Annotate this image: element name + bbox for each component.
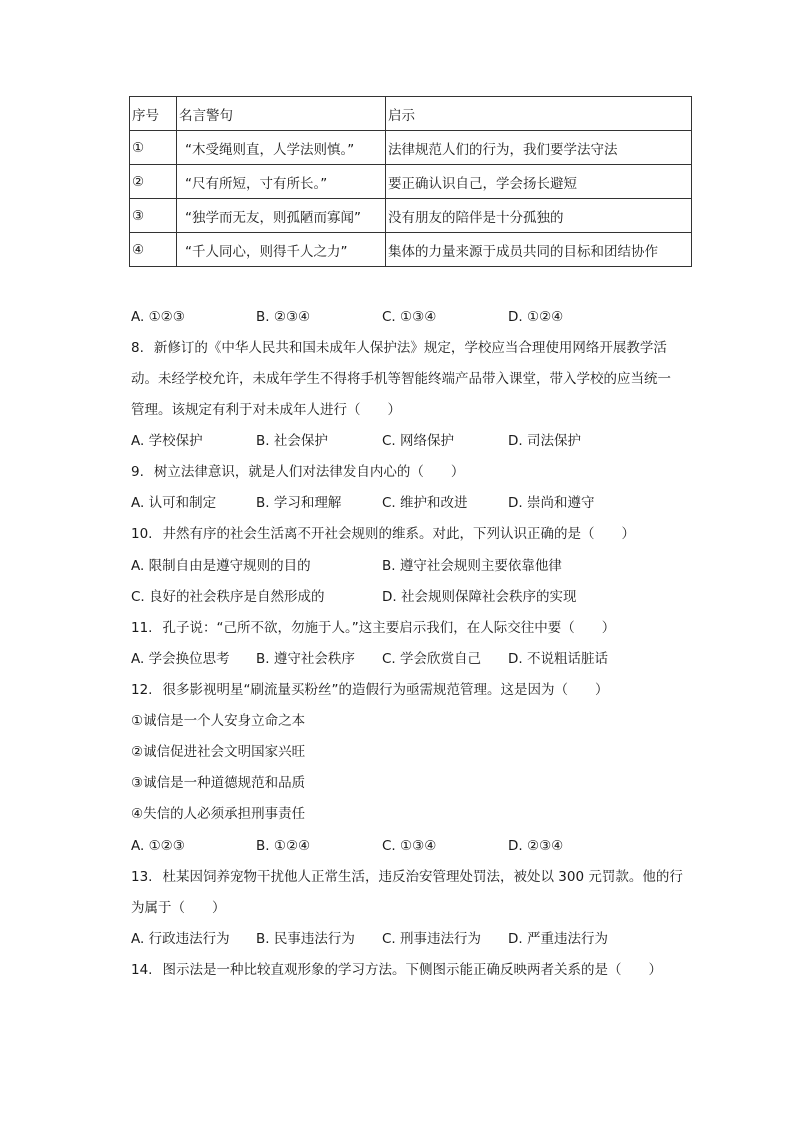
q9-text: 树立法律意识，就是人们对法律发自内心的（ ） [153, 464, 465, 480]
q14-text: 图示法是一种比较直观形象的学习方法。下侧图示能正确反映两者关系的是（ ） [162, 962, 662, 978]
q12-statement: ①诚信是一个人安身立命之本 [131, 713, 306, 729]
q10-number: 10. [131, 526, 153, 542]
q14-stem [131, 960, 662, 980]
q12-option-b[interactable]: B. ①②④ [256, 838, 311, 854]
q13-option-c[interactable]: C. 刑事违法行为 [382, 931, 482, 947]
row-insight: 要正确认识自己，学会扬长避短 [386, 165, 692, 199]
row-number: ① [130, 131, 177, 165]
q12-statement: ②诚信促进社会文明国家兴旺 [131, 744, 306, 760]
q13-text-1: 杜某因饲养宠物干扰他人正常生活，违反治安管理处罚法，被处以 300 元罚款。他的行 [162, 869, 683, 885]
q12-option-a[interactable]: A. ①②③ [131, 838, 185, 854]
q8-number: 8. [131, 340, 144, 356]
q7-option-c[interactable]: C. ①③④ [382, 309, 437, 325]
q10-option-c[interactable]: C. 良好的社会秩序是自然形成的 [131, 589, 325, 605]
q12-option-c[interactable]: C. ①③④ [382, 838, 437, 854]
row-insight: 集体的力量来源于成员共同的目标和团结协作 [386, 233, 692, 267]
q9-number: 9. [131, 464, 144, 480]
q12-statement: ④失信的人必须承担刑事责任 [131, 806, 306, 822]
q10-option-b[interactable]: B. 遵守社会规则主要依靠他律 [382, 558, 562, 574]
q13-option-d[interactable]: D. 严重违法行为 [508, 931, 608, 947]
q11-text: 孔子说：“己所不欲，勿施于人。”这主要启示我们，在人际交往中要（ ） [162, 620, 616, 636]
q8-stem-line-1 [131, 338, 667, 358]
table-row [130, 199, 692, 233]
row-insight: 没有朋友的陪伴是十分孤独的 [386, 199, 692, 233]
q8-text-1: 新修订的《中华人民共和国未成年人保护法》规定，学校应当合理使用网络开展教学活 [153, 340, 667, 356]
q11-option-c[interactable]: C. 学会欣赏自己 [382, 651, 482, 667]
table-header-row [130, 97, 692, 131]
q10-option-d[interactable]: D. 社会规则保障社会秩序的实现 [382, 589, 577, 605]
q8-option-a[interactable]: A. 学校保护 [131, 433, 203, 449]
q13-stem-line-2: 为属于（ ） [131, 900, 226, 916]
q11-number: 11. [131, 620, 153, 636]
q8-stem-line-2: 动。未经学校允许，未成年学生不得将手机等智能终端产品带入课堂，带入学校的应当统一 [131, 371, 671, 387]
q11-stem [131, 618, 615, 638]
q8-option-b[interactable]: B. 社会保护 [256, 433, 328, 449]
q11-option-d[interactable]: D. 不说粗话脏话 [508, 651, 608, 667]
header-number: 序号 [130, 97, 177, 131]
q10-option-a[interactable]: A. 限制自由是遵守规则的目的 [131, 558, 311, 574]
q10-stem [131, 524, 635, 544]
q8-option-c[interactable]: C. 网络保护 [382, 433, 455, 449]
table-row [130, 131, 692, 165]
q8-option-d[interactable]: D. 司法保护 [508, 433, 581, 449]
q13-stem-line-1 [131, 867, 683, 887]
header-quote: 名言警句 [177, 97, 386, 131]
q9-option-a[interactable]: A. 认可和制定 [131, 495, 217, 511]
q8-stem-line-3: 管理。该规定有利于对未成年人进行（ ） [131, 402, 401, 418]
row-number: ② [130, 165, 177, 199]
row-quote: “千人同心，则得千人之力” [177, 233, 386, 267]
q13-option-b[interactable]: B. 民事违法行为 [256, 931, 355, 947]
q12-stem [131, 680, 608, 700]
header-insight: 启示 [386, 97, 692, 131]
q12-option-d[interactable]: D. ②③④ [508, 838, 564, 854]
row-number: ③ [130, 199, 177, 233]
q7-option-a[interactable]: A. ①②③ [131, 309, 185, 325]
q13-number: 13. [131, 869, 153, 885]
q14-number: 14. [131, 962, 153, 978]
q9-stem [131, 462, 464, 482]
q7-option-b[interactable]: B. ②③④ [256, 309, 311, 325]
q9-option-d[interactable]: D. 崇尚和遵守 [508, 495, 595, 511]
row-quote: “木受绳则直，人学法则慎。” [177, 131, 386, 165]
q12-number: 12. [131, 682, 153, 698]
table-row [130, 165, 692, 199]
table-row [130, 233, 692, 267]
q10-text: 井然有序的社会生活离不开社会规则的维系。对此，下列认识正确的是（ ） [162, 526, 635, 542]
q13-option-a[interactable]: A. 行政违法行为 [131, 931, 230, 947]
q9-option-c[interactable]: C. 维护和改进 [382, 495, 468, 511]
row-insight: 法律规范人们的行为，我们要学法守法 [386, 131, 692, 165]
q12-statement: ③诚信是一种道德规范和品质 [131, 775, 306, 791]
q12-text: 很多影视明星“刷流量买粉丝”的造假行为亟需规范管理。这是因为（ ） [162, 682, 609, 698]
row-quote: “独学而无友，则孤陋而寡闻” [177, 199, 386, 233]
row-quote: “尺有所短，寸有所长。” [177, 165, 386, 199]
q11-option-b[interactable]: B. 遵守社会秩序 [256, 651, 355, 667]
q7-option-d[interactable]: D. ①②④ [508, 309, 564, 325]
row-number: ④ [130, 233, 177, 267]
q9-option-b[interactable]: B. 学习和理解 [256, 495, 342, 511]
q11-option-a[interactable]: A. 学会换位思考 [131, 651, 230, 667]
quotes-table [129, 96, 692, 267]
